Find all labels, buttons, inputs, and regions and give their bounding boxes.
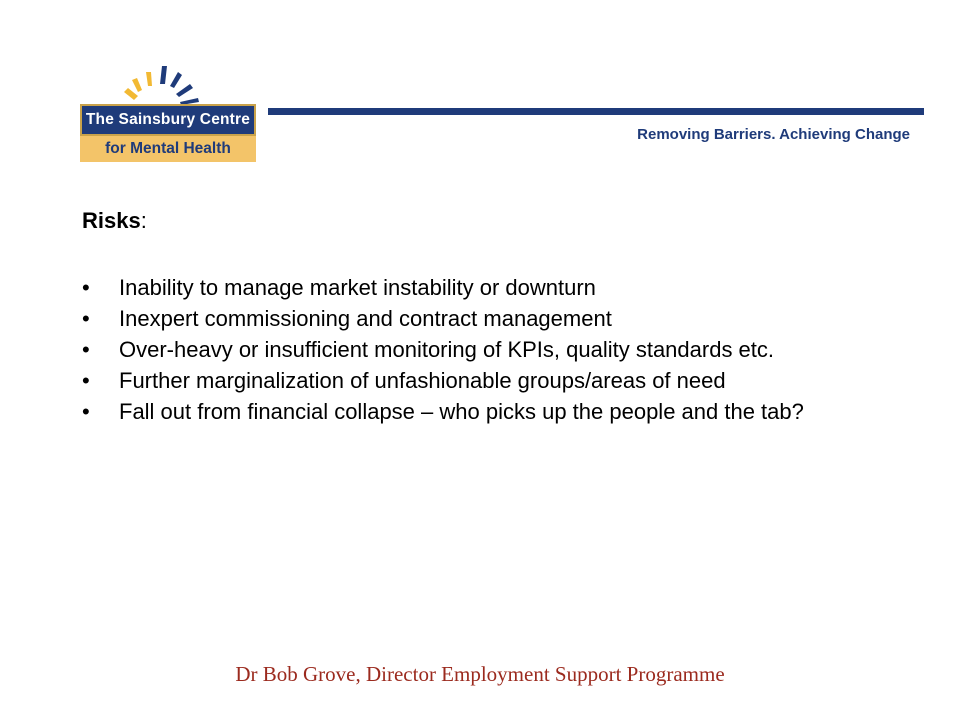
logo-title-text: The Sainsbury Centre (85, 111, 251, 128)
footer-credit: Dr Bob Grove, Director Employment Support Programme (235, 662, 725, 686)
logo-subtitle-banner (80, 136, 256, 162)
logo-subtitle-text: for Mental Health (105, 140, 231, 157)
list-item (82, 276, 882, 300)
heading-text: Risks (82, 208, 141, 233)
list-item (82, 400, 882, 424)
list-item-text: Fall out from financial collapse – who picks up the people and the tab? (119, 399, 804, 424)
slide-heading (82, 208, 147, 234)
list-item-text: Inability to manage market instability or downturn (119, 275, 596, 300)
tagline: Removing Barriers. Achieving Change (637, 126, 910, 143)
list-item-text: Inexpert commissioning and contract management (119, 306, 612, 331)
header-divider (268, 108, 924, 115)
bullet-icon: • (82, 275, 90, 300)
list-item-text: Further marginalization of unfashionable groups/areas of need (119, 368, 726, 393)
sun-rays-icon (124, 64, 200, 106)
list-item-text: Over-heavy or insufficient monitoring of KPIs, quality standards etc. (119, 337, 775, 362)
logo-title-banner (80, 104, 256, 136)
list-item (82, 338, 882, 362)
bullet-icon: • (82, 337, 90, 362)
heading-colon: : (140, 208, 147, 233)
list-item (82, 307, 882, 331)
list-item (82, 369, 882, 393)
bullet-icon: • (82, 368, 90, 393)
bullet-icon: • (82, 399, 90, 424)
risk-list (82, 276, 882, 431)
organization-logo (78, 64, 260, 162)
bullet-icon: • (82, 306, 90, 331)
